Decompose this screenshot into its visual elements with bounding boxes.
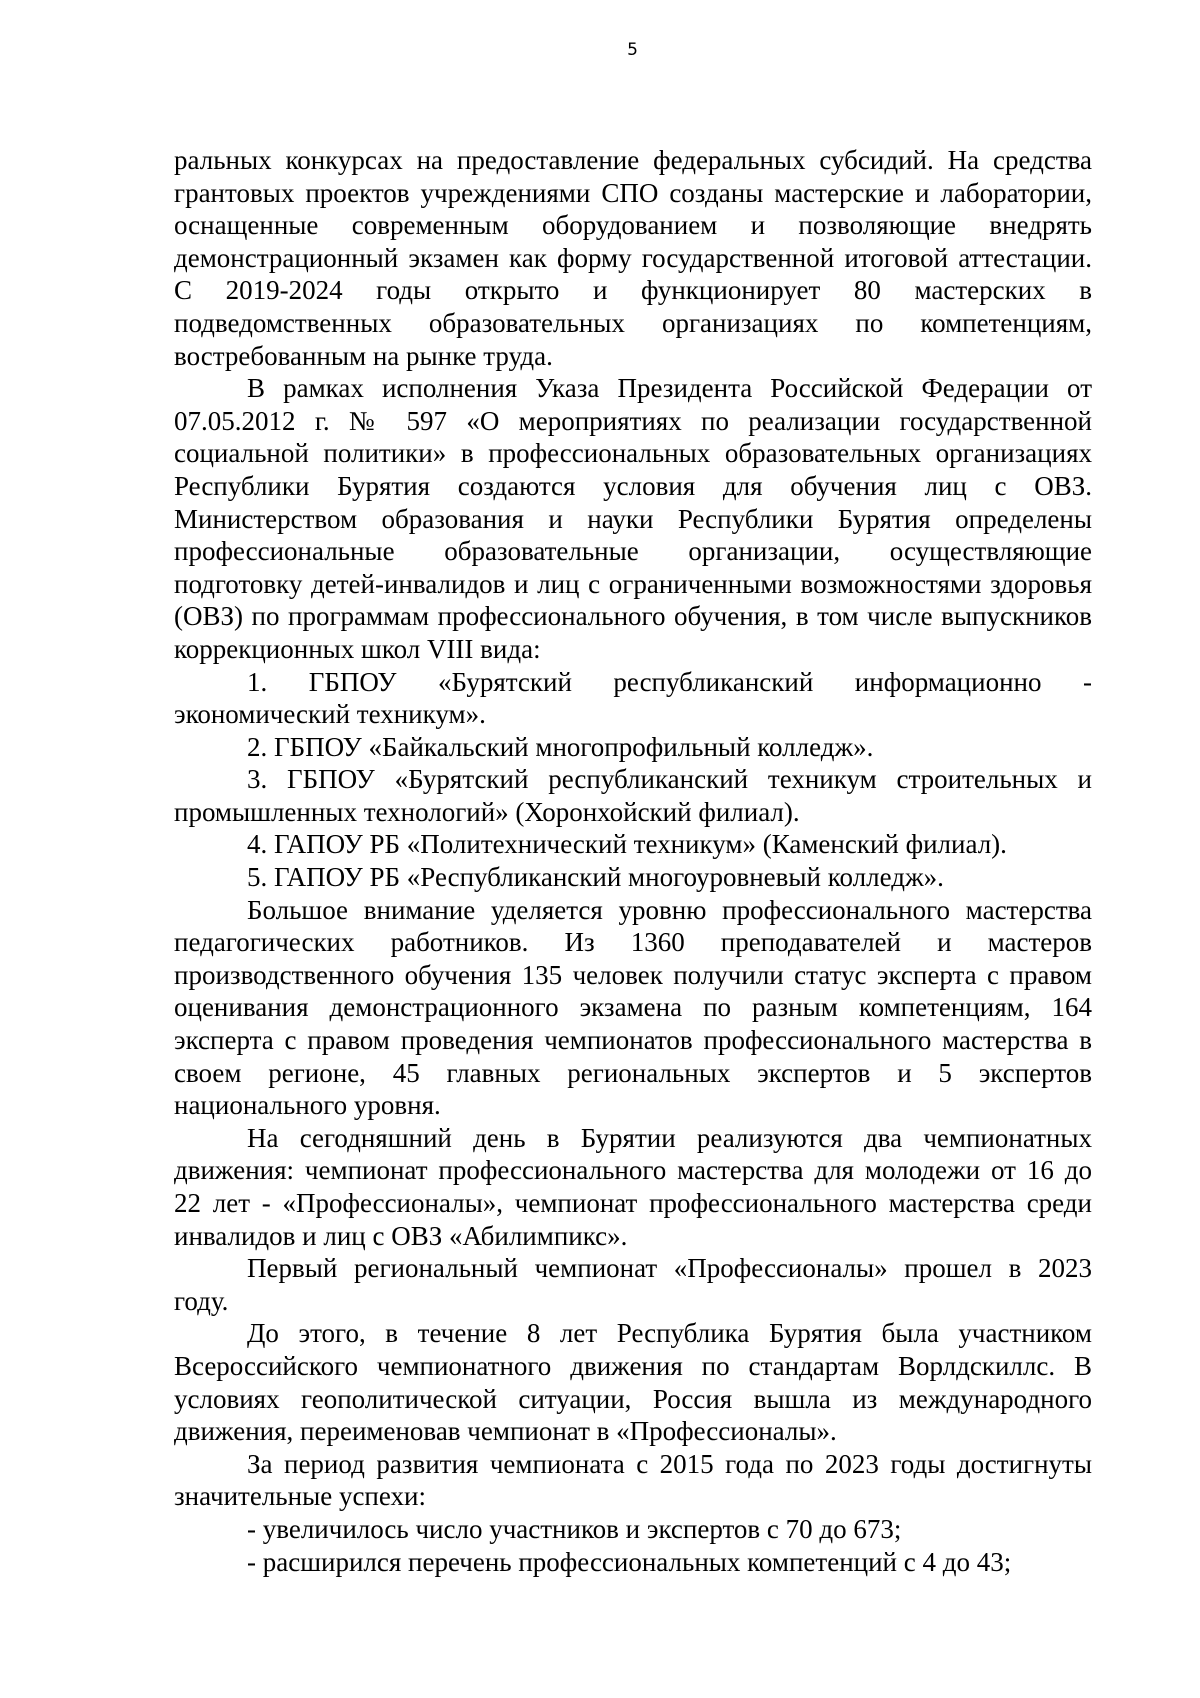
list-item-org-2: 2. ГБПОУ «Байкальский многопрофильный колледж». <box>247 731 874 762</box>
paragraph-achievements-intro: За период развития чемпионата с 2015 года по 2023 годы достигнуты значительные успехи: <box>174 1448 1092 1512</box>
list-item-org-3: 3. ГБПОУ «Бурятский республиканский техникум строительных и промышленных технологий» (Хоронхойский филиал). <box>174 764 1092 827</box>
paragraph-teacher-skills: Большое внимание уделяется уровню профессионального мастерства педагогических работников. Из 1360 преподавателей и мастеров производственного обучения 135 человек получили статус эксперта с правом оценивания демонстрационного экзамена по разным компетенциям, 164 эксперта с правом проведения чемпионатов профессионального мастерства в своем регионе, 45 главных региональных экспертов и 5 экспертов национального уровня. <box>174 894 1092 1121</box>
paragraph-presidential-decree: В рамках исполнения Указа Президента Российской Федерации от 07.05.2012 г. № 597 «О мероприятиях по реализации государственной социальной политики» в профессиональных образовательных организациях Республики Бурятия создаются условия для обучения лиц с ОВЗ. Министерством образования и науки Республики Бурятия определены профессиональные образовательные организации, осуществляющие подготовку детей-инвалидов и лиц с ограниченными возможностями здоровья (ОВЗ) по программам профессионального обучения, в том числе выпускников коррекционных школ VIII вида: <box>174 373 1092 664</box>
paragraph-grant-workshops: ральных конкурсах на предоставление федеральных субсидий. На средства грантовых проектов учреждениями СПО созданы мастерские и лаборатории, оснащенные современным оборудованием и позволяющие внедрять демонстрационный экзамен как форму государственной итоговой аттестации. С 2019-2024 годы открыто и функционирует 80 мастерских в подведомственных образовательных организациях по компетенциям, востребованным на рынке труда. <box>174 145 1092 371</box>
list-item-org-5: 5. ГАПОУ РБ «Республиканский многоуровневый колледж». <box>247 862 944 893</box>
list-item-achievement-1: - увеличилось число участников и экспертов с 70 до 673; <box>247 1513 902 1544</box>
document-body <box>174 144 1092 1578</box>
paragraph-worldskills-history: До этого, в течение 8 лет Республика Бурятия была участником Всероссийского чемпионатного движения по стандартам Ворлдскиллс. В условиях геополитической ситуации, Россия вышла из международного движения, переименовав чемпионат в «Профессионалы». <box>174 1318 1092 1447</box>
paragraph-championship-movements: На сегодняшний день в Бурятии реализуются два чемпионатных движения: чемпионат профессионального мастерства для молодежи от 16 до 22 лет - «Профессионалы», чемпионат профессионального мастерства среди инвалидов и лиц с ОВЗ «Абилимпикс». <box>174 1122 1092 1251</box>
list-item-org-1: 1. ГБПОУ «Бурятский республиканский информационно - экономический техникум». <box>174 666 1092 730</box>
list-item-org-4: 4. ГАПОУ РБ «Политехнический техникум» (Каменский филиал). <box>247 829 1007 860</box>
page-number: 5 <box>627 40 638 60</box>
list-item-achievement-2: - расширился перечень профессиональных компетенций с 4 до 43; <box>247 1546 1012 1577</box>
paragraph-first-championship: Первый региональный чемпионат «Профессионалы» прошел в 2023 году. <box>174 1253 1092 1316</box>
